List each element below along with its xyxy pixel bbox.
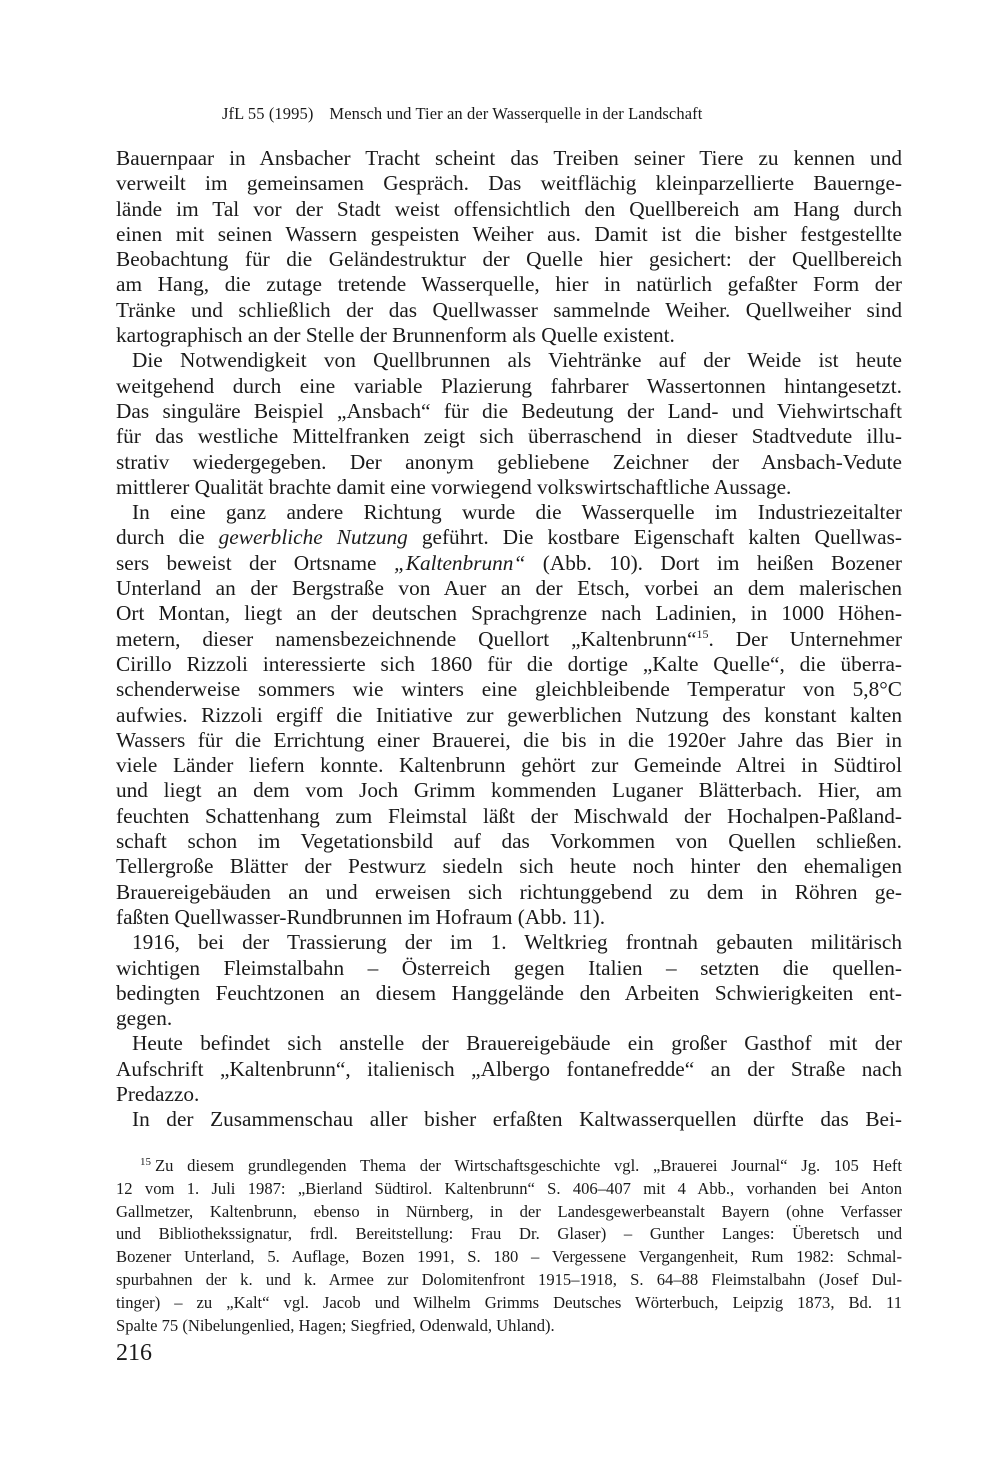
text-line bbox=[116, 551, 902, 576]
footnote-line: Spalte 75 (Nibelungenlied, Hagen; Siegfried, Odenwald, Uhland). bbox=[116, 1315, 555, 1335]
text-line: 1916, bei der Trassierung der im 1. Weltkrieg frontnah gebauten militärisch bbox=[132, 930, 902, 955]
text-line: Tränke und schließlich der das Quellwasser sammelnde Weiher. Quellweiher sind bbox=[116, 297, 902, 322]
text-line: und liegt an dem vom Joch Grimm kommenden Luganer Blätterbach. Hier, am bbox=[116, 778, 902, 803]
text-line bbox=[116, 525, 902, 550]
footnote-line bbox=[116, 1155, 902, 1178]
text-line: schaft schon im Vegetationsbild auf das Vorkommen von Quellen schließen. bbox=[116, 829, 902, 854]
journal-reference: JfL 55 (1995) bbox=[222, 104, 314, 123]
footnote-line: tinger) – zu „Kalt“ vgl. Jacob und Wilhelm Grimms Deutsches Wörterbuch, Leipzig 1873, Bd. 11 bbox=[116, 1292, 902, 1312]
text-line: am Hang, die zutage tretende Wasserquelle, hier in natürlich gefaßter Form der bbox=[116, 272, 902, 297]
text-line: Die Notwendigkeit von Quellbrunnen als Viehtränke auf der Weide ist heute bbox=[132, 348, 902, 373]
text-line: Tellergroße Blätter der Pestwurz siedeln sich heute noch hinter den ehemaligen bbox=[116, 854, 902, 879]
text-line: einen mit seinen Wassern gespeisten Weiher aus. Damit ist die bisher festgestellte bbox=[116, 221, 902, 246]
italic-phrase: gewerbliche Nutzung bbox=[218, 525, 408, 550]
text-line: lände im Tal vor der Stadt weist offensichtlich den Quellbereich am Hang durch bbox=[116, 196, 902, 221]
text-line: Ort Montan, liegt an der deutschen Sprachgrenze nach Ladinien, in 1000 Höhen- bbox=[116, 601, 902, 626]
text-line: mittlerer Qualität brachte damit eine vorwiegend volkswirtschaftliche Aussage. bbox=[116, 474, 792, 499]
text-line: verweilt im gemeinsamen Gespräch. Das weitflächig kleinparzellierte Bauernge- bbox=[116, 171, 902, 196]
text-line: Heute befindet sich anstelle der Brauereigebäude ein großer Gasthof mit der bbox=[132, 1031, 902, 1056]
text-line: Das singuläre Beispiel „Ansbach“ für die Bedeutung der Land- und Viehwirtschaft bbox=[116, 398, 902, 423]
footnote-block bbox=[116, 1155, 902, 1337]
text-line: Unterland an der Bergstraße von Auer an der Etsch, vorbei an dem malerischen bbox=[116, 576, 902, 601]
text-line: aufwies. Rizzoli ergiff die Initiative zur gewerblichen Nutzung des konstant kalten bbox=[116, 702, 902, 727]
footnote-line: Bozener Unterland, 5. Auflage, Bozen 1991, S. 180 – Vergessene Vergangenheit, Rum 1982: Schmal- bbox=[116, 1247, 902, 1267]
body-text bbox=[116, 146, 902, 1133]
text-run: durch die bbox=[116, 525, 219, 550]
text-line: Predazzo. bbox=[116, 1081, 200, 1106]
text-line: faßten Quellwasser-Rundbrunnen im Hofraum (Abb. 11). bbox=[116, 904, 606, 929]
text-line: Cirillo Rizzoli interessierte sich 1860 für die dortige „Kalte Quelle“, die überra- bbox=[116, 651, 902, 676]
text-run: . Der Unternehmer bbox=[708, 626, 902, 651]
text-line: feuchten Schattenhang zum Fleimstal läßt der Mischwald der Hochalpen-Paßland- bbox=[116, 803, 902, 828]
text-line bbox=[116, 627, 902, 652]
footnote-mark: 15 bbox=[140, 1156, 151, 1168]
page-number: 216 bbox=[116, 1340, 152, 1366]
text-run: Zu diesem grundlegenden Thema der Wirtschaftsgeschichte vgl. „Brauerei Journal“ Jg. 105 Heft bbox=[155, 1156, 902, 1175]
text-line: Bauernpaar in Ansbacher Tracht scheint das Treiben seiner Tiere zu kennen und bbox=[116, 146, 902, 170]
text-line: schenderweise sommers wie winters eine gleichbleibende Temperatur von 5,8°C bbox=[116, 677, 902, 702]
text-line: weitgehend durch eine variable Plazierung fahrbarer Wassertonnen hintangesetzt. bbox=[116, 373, 902, 398]
footnote-line: 12 vom 1. Juli 1987: „Bierland Südtirol. Kaltenbrunn“ S. 406–407 mit 4 Abb., vorhanden bei Anton bbox=[116, 1178, 902, 1198]
footnote-line: spurbahnen der k. und k. Armee zur Dolomitenfront 1915–1918, S. 64–88 Fleimstalbahn (Josef Dul- bbox=[116, 1269, 902, 1289]
text-run: geführt. Die kostbare Eigenschaft kalten Quellwas- bbox=[407, 525, 902, 550]
running-header bbox=[222, 104, 802, 124]
text-line: bedingten Feuchtzonen an diesem Hanggelände den Arbeiten Schwierigkeiten ent- bbox=[116, 980, 902, 1005]
footnote-line: Gallmetzer, Kaltenbrunn, ebenso in Nürnberg, in der Landesgewerbeanstalt Bayern (ohne Verfasser bbox=[116, 1201, 902, 1221]
text-line: für das westliche Mittelfranken zeigt sich überraschend in dieser Stadtvedute illu- bbox=[116, 424, 902, 449]
text-line: In der Zusammenschau aller bisher erfaßten Kaltwasserquellen dürfte das Bei- bbox=[132, 1107, 902, 1132]
text-line: kartographisch an der Stelle der Brunnenform als Quelle existent. bbox=[116, 323, 675, 348]
footnote-reference[interactable]: 15 bbox=[696, 626, 709, 641]
text-line: In eine ganz andere Richtung wurde die Wasserquelle im Industriezeitalter bbox=[132, 500, 902, 525]
italic-phrase: „Kaltenbrunn“ bbox=[393, 550, 526, 575]
running-title: Mensch und Tier an der Wasserquelle in der Landschaft bbox=[329, 104, 703, 123]
text-run: (Abb. 10). Dort im heißen Bozener bbox=[525, 550, 902, 575]
text-line: gegen. bbox=[116, 1006, 173, 1031]
text-line: Brauereigebäuden an und erweisen sich richtunggebend zu dem in Röhren ge- bbox=[116, 879, 902, 904]
text-line: wichtigen Fleimstalbahn – Österreich gegen Italien – setzten die quellen- bbox=[116, 955, 902, 980]
text-line: Wassers für die Errichtung einer Brauerei, die bis in die 1920er Jahre das Bier in bbox=[116, 727, 902, 752]
text-run: sers beweist der Ortsname bbox=[116, 550, 394, 575]
text-line: strativ wiedergegeben. Der anonym gebliebene Zeichner der Ansbach-Vedute bbox=[116, 449, 902, 474]
text-line: Aufschrift „Kaltenbrunn“, italienisch „Albergo fontanefredde“ an der Straße nach bbox=[116, 1056, 902, 1081]
text-line: Beobachtung für die Geländestruktur der Quelle hier gesichert: der Quellbereich bbox=[116, 247, 902, 272]
footnote-line: und Bibliothekssignatur, frdl. Bereitstellung: Frau Dr. Glaser) – Gunther Langes: Überetsch und bbox=[116, 1224, 902, 1244]
text-line: viele Länder liefern konnte. Kaltenbrunn gehört zur Gemeinde Altrei in Südtirol bbox=[116, 753, 902, 778]
text-run: metern, dieser namensbezeichnende Quellort „Kaltenbrunn“ bbox=[116, 626, 697, 651]
